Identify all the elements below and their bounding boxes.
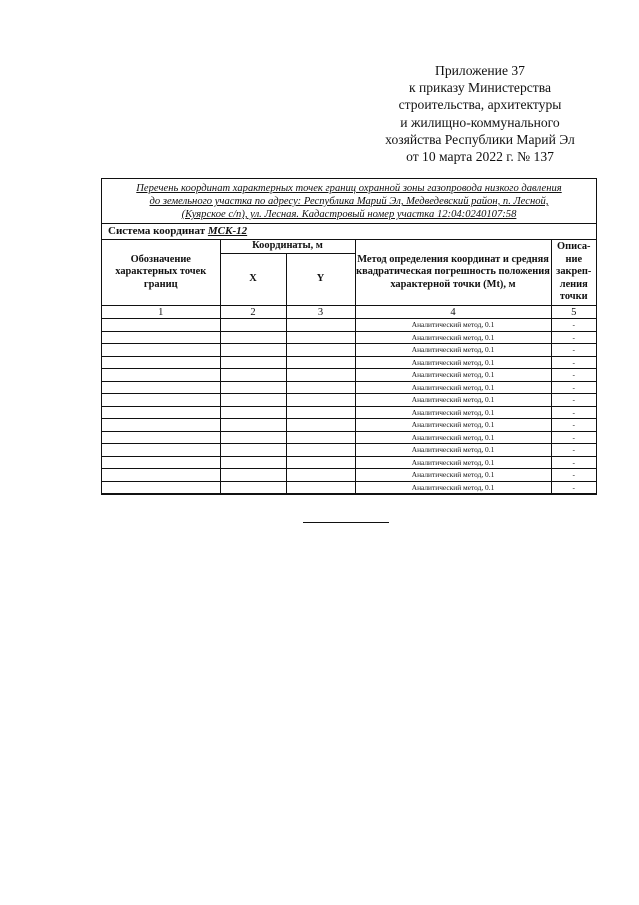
table-row (102, 469, 596, 482)
cell-fixing: - (551, 331, 596, 344)
coordinates-table (102, 239, 596, 494)
cell-x (220, 469, 286, 482)
cell-x (220, 419, 286, 432)
table-row (102, 369, 596, 382)
table-row (102, 381, 596, 394)
cell-point (102, 431, 220, 444)
cell-x (220, 394, 286, 407)
cell-x (220, 406, 286, 419)
coordinate-system-line (102, 223, 596, 239)
table-caption (102, 179, 596, 223)
cell-fixing: - (551, 419, 596, 432)
cell-point (102, 331, 220, 344)
cell-y (286, 369, 355, 382)
cell-x (220, 331, 286, 344)
cell-fixing: - (551, 456, 596, 469)
cell-fixing: - (551, 444, 596, 457)
table-row (102, 456, 596, 469)
cell-y (286, 469, 355, 482)
header-x: X (220, 254, 286, 306)
column-number: 2 (220, 306, 286, 319)
caption-line: Перечень координат характерных точек границ охранной зоны газопровода низкого давления (136, 183, 562, 194)
cell-method: Аналитический метод, 0.1 (355, 431, 551, 444)
header-fixing: Описа-ние закреп-ления точки (551, 240, 596, 306)
cell-y (286, 444, 355, 457)
cell-fixing: - (551, 381, 596, 394)
cell-y (286, 406, 355, 419)
appendix-line: к приказу Министерства (408, 80, 552, 96)
cell-point (102, 444, 220, 457)
cell-point (102, 344, 220, 357)
table-row (102, 319, 596, 332)
cell-x (220, 319, 286, 332)
appendix-line: строительства, архитектуры (398, 97, 562, 113)
table-row (102, 406, 596, 419)
cell-x (220, 481, 286, 494)
appendix-header (360, 62, 600, 165)
appendix-line: от 10 марта 2022 г. № 137 (406, 149, 554, 165)
cell-method: Аналитический метод, 0.1 (355, 394, 551, 407)
cell-fixing: - (551, 431, 596, 444)
cell-point (102, 406, 220, 419)
cell-y (286, 356, 355, 369)
cell-point (102, 456, 220, 469)
cell-point (102, 419, 220, 432)
coordinates-frame (101, 178, 597, 495)
cell-fixing: - (551, 469, 596, 482)
cell-method: Аналитический метод, 0.1 (355, 356, 551, 369)
cell-y (286, 344, 355, 357)
column-number: 4 (355, 306, 551, 319)
cell-method: Аналитический метод, 0.1 (355, 456, 551, 469)
table-row (102, 481, 596, 494)
cell-fixing: - (551, 356, 596, 369)
cell-y (286, 331, 355, 344)
cell-method: Аналитический метод, 0.1 (355, 344, 551, 357)
table-row (102, 331, 596, 344)
cell-y (286, 431, 355, 444)
cell-point (102, 369, 220, 382)
caption-line: до земельного участка по адресу: Республика Марий Эл, Медведевский район, п. Лесной, (149, 196, 549, 207)
cell-point (102, 394, 220, 407)
cell-point (102, 319, 220, 332)
appendix-line: Приложение 37 (435, 63, 525, 78)
cell-x (220, 456, 286, 469)
header-y: Y (286, 254, 355, 306)
appendix-line: хозяйства Республики Марий Эл (385, 131, 575, 147)
header-coordinates: Координаты, м (220, 240, 355, 254)
table-row (102, 419, 596, 432)
cell-method: Аналитический метод, 0.1 (355, 369, 551, 382)
table-row (102, 344, 596, 357)
table-row (102, 356, 596, 369)
cell-y (286, 381, 355, 394)
cell-y (286, 456, 355, 469)
header-point: Обозначение характерных точек границ (102, 240, 220, 306)
cell-point (102, 481, 220, 494)
cell-point (102, 381, 220, 394)
cell-x (220, 356, 286, 369)
column-number: 3 (286, 306, 355, 319)
cell-y (286, 419, 355, 432)
table-row (102, 394, 596, 407)
column-number: 5 (551, 306, 596, 319)
cell-point (102, 469, 220, 482)
caption-line: (Куярское с/п), ул. Лесная. Кадастровый номер участка 12:04:0240107:58 (181, 209, 517, 220)
table-row (102, 431, 596, 444)
cell-fixing: - (551, 481, 596, 494)
cell-x (220, 381, 286, 394)
cell-method: Аналитический метод, 0.1 (355, 319, 551, 332)
cell-x (220, 431, 286, 444)
cell-method: Аналитический метод, 0.1 (355, 406, 551, 419)
cell-x (220, 344, 286, 357)
cell-fixing: - (551, 344, 596, 357)
table-row (102, 444, 596, 457)
cell-fixing: - (551, 394, 596, 407)
cell-fixing: - (551, 369, 596, 382)
cell-method: Аналитический метод, 0.1 (355, 331, 551, 344)
cell-method: Аналитический метод, 0.1 (355, 481, 551, 494)
header-method: Метод определения координат и средняя квадратическая погрешность положения характерной точки (Mt), м (355, 240, 551, 306)
cell-fixing: - (551, 406, 596, 419)
signature-line (303, 522, 389, 523)
column-numbers-row (102, 306, 596, 319)
cell-y (286, 319, 355, 332)
cell-fixing: - (551, 319, 596, 332)
appendix-line: и жилищно-коммунального (400, 114, 560, 130)
cell-x (220, 444, 286, 457)
coordinate-system-label: Система координат (108, 225, 208, 237)
cell-point (102, 356, 220, 369)
cell-y (286, 394, 355, 407)
cell-method: Аналитический метод, 0.1 (355, 419, 551, 432)
cell-method: Аналитический метод, 0.1 (355, 444, 551, 457)
cell-y (286, 481, 355, 494)
cell-method: Аналитический метод, 0.1 (355, 469, 551, 482)
column-number: 1 (102, 306, 220, 319)
cell-method: Аналитический метод, 0.1 (355, 381, 551, 394)
coordinate-system-value: МСК-12 (207, 225, 248, 237)
cell-x (220, 369, 286, 382)
